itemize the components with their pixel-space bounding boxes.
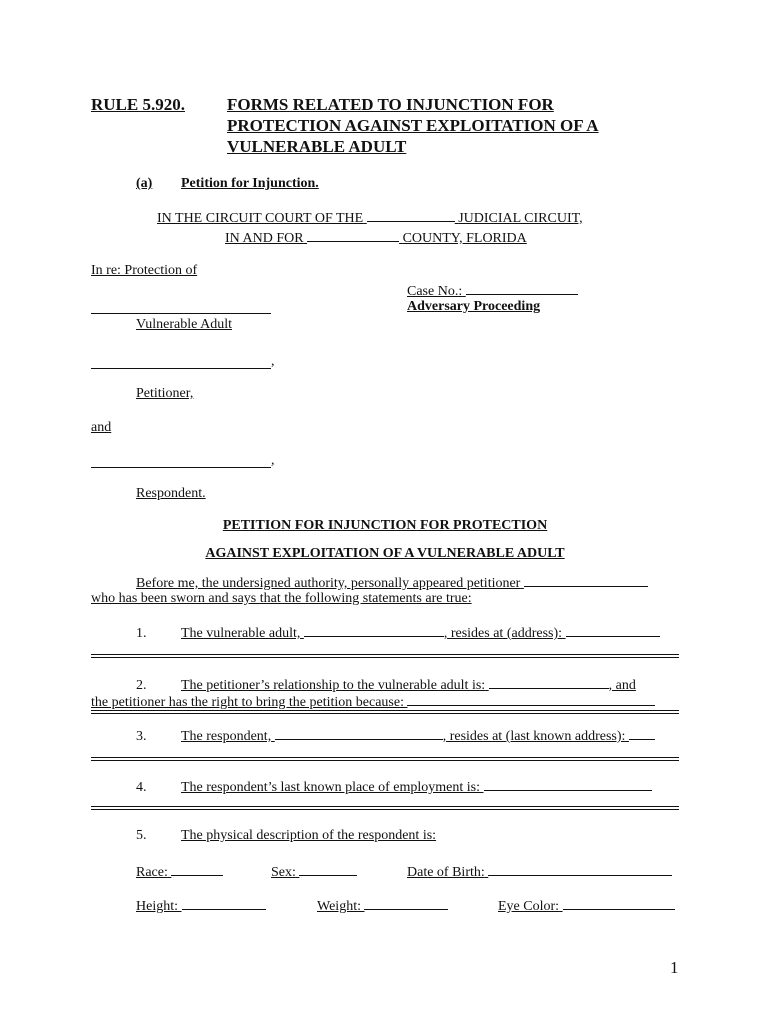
item-2-continuation-line[interactable] bbox=[91, 710, 679, 714]
petition-title-line-1: PETITION FOR INJUNCTION FOR PROTECTION bbox=[222, 518, 548, 533]
eye-color-field: Eye Color: bbox=[498, 896, 675, 915]
item-1: 1. The vulnerable adult, , resides at (address): bbox=[136, 623, 660, 642]
eye-color-blank[interactable] bbox=[563, 896, 675, 910]
vulnerable-adult-name-line[interactable] bbox=[91, 313, 271, 314]
item-5: 5. The physical description of the respondent is: bbox=[136, 828, 437, 843]
dob-field: Date of Birth: bbox=[407, 862, 672, 881]
court-line-1: IN THE CIRCUIT COURT OF THE JUDICIAL CIRCUIT, bbox=[157, 208, 583, 227]
weight-field: Weight: bbox=[317, 896, 448, 915]
page-number: 1 bbox=[670, 958, 679, 977]
intro-line-2: who has been sworn and says that the following statements are true: bbox=[91, 591, 472, 606]
petition-title-line-2: AGAINST EXPLOITATION OF A VULNERABLE ADULT bbox=[205, 546, 565, 561]
county-blank[interactable] bbox=[307, 228, 399, 242]
item-1-continuation-line[interactable] bbox=[91, 654, 679, 658]
respondent-comma: , bbox=[271, 453, 275, 468]
respondent-blank[interactable] bbox=[275, 726, 443, 740]
dob-blank[interactable] bbox=[488, 862, 672, 876]
court-line-2: IN AND FOR COUNTY, FLORIDA bbox=[225, 228, 527, 247]
sex-field: Sex: bbox=[271, 862, 357, 881]
rule-title-line-1: FORMS RELATED TO INJUNCTION FOR bbox=[227, 95, 554, 114]
respondent-label: Respondent. bbox=[136, 486, 206, 501]
in-re-label: In re: Protection of bbox=[91, 263, 198, 278]
case-number-blank[interactable] bbox=[466, 281, 578, 295]
and-label: and bbox=[91, 420, 112, 435]
section-title: Petition for Injunction. bbox=[181, 176, 319, 191]
relationship-blank[interactable] bbox=[489, 675, 609, 689]
rule-number: RULE 5.920. bbox=[91, 95, 185, 114]
race-blank[interactable] bbox=[171, 862, 223, 876]
item-4-continuation-line[interactable] bbox=[91, 806, 679, 810]
intro-line-1: Before me, the undersigned authority, personally appeared petitioner bbox=[136, 573, 648, 592]
item-3: 3. The respondent, , resides at (last known address): bbox=[136, 726, 655, 745]
respondent-name-line[interactable] bbox=[91, 467, 271, 468]
item-2-line-2: the petitioner has the right to bring the petition because: bbox=[91, 692, 655, 711]
section-letter: (a) bbox=[136, 176, 153, 191]
item-3-continuation-line[interactable] bbox=[91, 757, 679, 761]
rule-title-line-3: VULNERABLE ADULT bbox=[227, 137, 407, 156]
petitioner-label: Petitioner, bbox=[136, 386, 194, 401]
case-number: Case No.: bbox=[407, 281, 578, 300]
vulnerable-adult-label: Vulnerable Adult bbox=[136, 317, 232, 332]
vulnerable-adult-blank[interactable] bbox=[304, 623, 444, 637]
petitioner-comma: , bbox=[271, 354, 275, 369]
petitioner-blank[interactable] bbox=[524, 573, 648, 587]
petitioner-name-line[interactable] bbox=[91, 368, 271, 369]
adversary-proceeding: Adversary Proceeding bbox=[407, 299, 541, 314]
weight-blank[interactable] bbox=[364, 896, 448, 910]
race-field: Race: bbox=[136, 862, 223, 881]
employment-blank[interactable] bbox=[484, 777, 652, 791]
height-field: Height: bbox=[136, 896, 266, 915]
item-4: 4. The respondent’s last known place of employment is: bbox=[136, 777, 652, 796]
item-2: 2. The petitioner’s relationship to the vulnerable adult is: , and bbox=[136, 675, 636, 694]
circuit-blank[interactable] bbox=[367, 208, 455, 222]
last-address-blank[interactable] bbox=[629, 726, 655, 740]
rule-title-line-2: PROTECTION AGAINST EXPLOITATION OF A bbox=[227, 116, 599, 135]
address-blank[interactable] bbox=[566, 623, 660, 637]
sex-blank[interactable] bbox=[299, 862, 357, 876]
right-to-petition-blank[interactable] bbox=[407, 692, 655, 706]
height-blank[interactable] bbox=[182, 896, 266, 910]
